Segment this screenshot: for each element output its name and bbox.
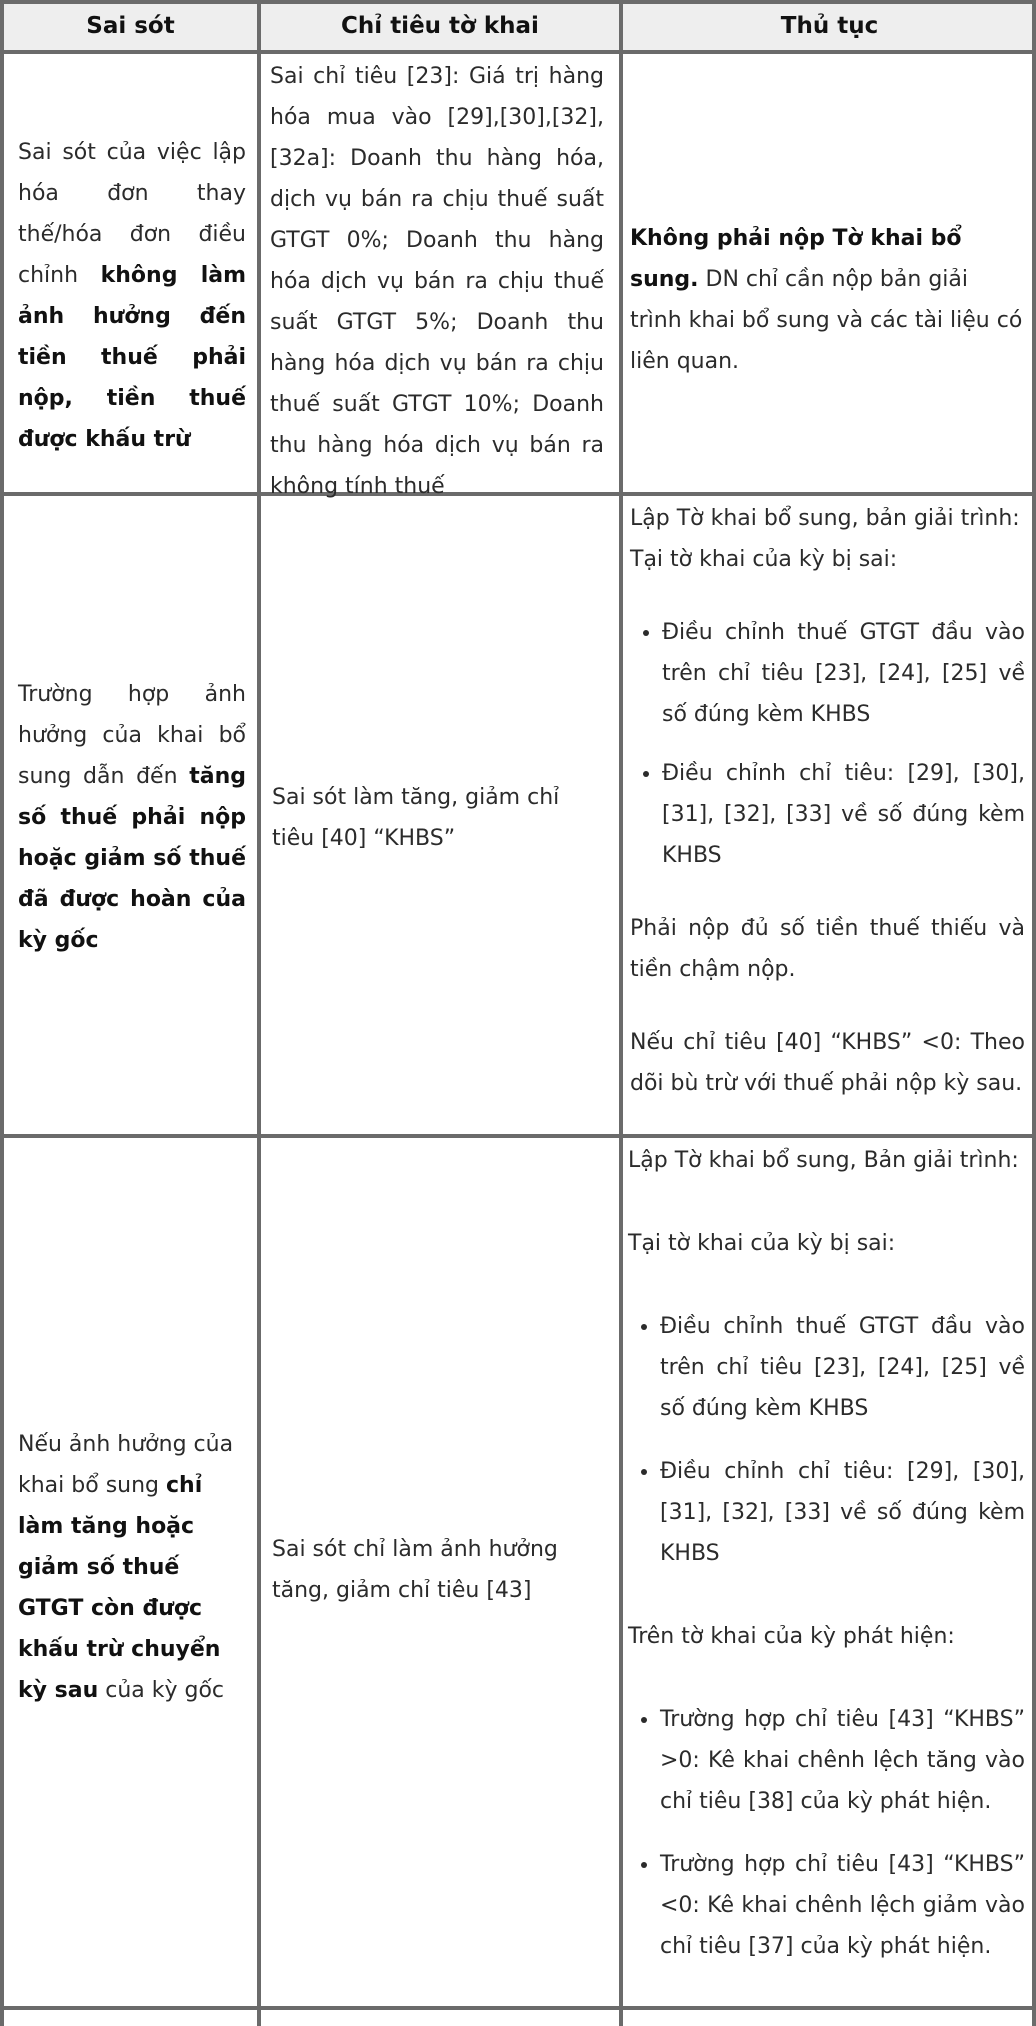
grid-hline bbox=[0, 0, 1036, 4]
row3-bullet-list-b bbox=[628, 1699, 1025, 1967]
list-item: • Điều chỉnh thuế GTGT đầu vào trên chỉ tiêu [23], [24], [25] về số đúng kèm KHBS bbox=[660, 1306, 1025, 1429]
row1-indicator-cell bbox=[270, 56, 604, 507]
row1-error-bold: không làm ảnh hưởng đến tiền thuế phải nộp, tiền thuế được khấu trừ bbox=[18, 263, 246, 452]
row3-proc-intro: Tại tờ khai của kỳ bị sai: bbox=[628, 1231, 896, 1256]
header-procedure bbox=[623, 0, 1036, 52]
row3-error-text: của kỳ gốc bbox=[98, 1678, 225, 1703]
grid-hline bbox=[0, 50, 1036, 54]
row1-error-cell bbox=[18, 132, 246, 460]
grid-vline bbox=[1032, 0, 1036, 2026]
row3-error-bold: chỉ làm tăng hoặc giảm số thuế GTGT còn được khấu trừ chuyển kỳ sau bbox=[18, 1473, 221, 1703]
header-error-label: Sai sót bbox=[86, 13, 175, 39]
row3-indicator-cell bbox=[272, 1529, 608, 1611]
row3-error-cell bbox=[18, 1424, 246, 1711]
row2-error-cell bbox=[18, 674, 246, 961]
list-item: • Điều chỉnh chỉ tiêu: [29], [30], [31], [32], [33] về số đúng kèm KHBS bbox=[660, 1451, 1025, 1574]
list-item: • Điều chỉnh thuế GTGT đầu vào trên chỉ tiêu [23], [24], [25] về số đúng kèm KHBS bbox=[662, 612, 1025, 735]
grid-vline bbox=[0, 0, 4, 2026]
row1-error-text: Sai sót của việc lập hóa đơn thay thế/hóa đơn điều chỉnh bbox=[18, 140, 246, 288]
row2-procedure-cell bbox=[630, 498, 1025, 1104]
grid-hline bbox=[0, 1134, 1036, 1138]
grid-vline bbox=[257, 0, 261, 2026]
header-error bbox=[4, 0, 257, 52]
grid-hline bbox=[0, 2006, 1036, 2010]
header-procedure-label: Thủ tục bbox=[780, 13, 879, 39]
row3-proc-intro: Lập Tờ khai bổ sung, Bản giải trình: bbox=[628, 1148, 1019, 1173]
row2-proc-paragraph: Phải nộp đủ số tiền thuế thiếu và tiền chậm nộp. bbox=[630, 916, 1025, 982]
row1-procedure-cell bbox=[630, 218, 1025, 382]
row2-indicator-text: Sai sót làm tăng, giảm chỉ tiêu [40] “KHBS” bbox=[272, 785, 560, 851]
header-indicator-label: Chỉ tiêu tờ khai bbox=[341, 13, 539, 39]
row3-error-text: Nếu ảnh hưởng của khai bổ sung bbox=[18, 1432, 234, 1498]
row3-proc-intro: Trên tờ khai của kỳ phát hiện: bbox=[628, 1624, 955, 1649]
row1-procedure-text: DN chỉ cần nộp bản giải trình khai bổ sung và các tài liệu có liên quan. bbox=[630, 267, 1023, 374]
row1-procedure-bold: Không phải nộp Tờ khai bổ sung. bbox=[630, 226, 962, 292]
list-item: • Trường hợp chỉ tiêu [43] “KHBS” >0: Kê khai chênh lệch tăng vào chỉ tiêu [38] của kỳ phát hiện. bbox=[660, 1699, 1025, 1822]
row1-indicator-text: Sai chỉ tiêu [23]: Giá trị hàng hóa mua vào [29],[30],[32],[32a]: Doanh thu hàng hóa, dịch vụ bán ra chịu thuế suất GTGT 0%; Doanh thu hàng hóa dịch vụ bán ra chịu thuế suất GTGT 5%; Doanh thu hàng hóa dịch vụ bán ra chịu thuế suất GTGT 10%; Doanh thu hàng hóa dịch vụ bán ra không tính thuế bbox=[270, 64, 604, 499]
row2-proc-intro: Tại tờ khai của kỳ bị sai: bbox=[630, 547, 898, 572]
grid-vline bbox=[619, 0, 623, 2026]
row2-indicator-cell bbox=[272, 777, 608, 859]
row3-procedure-cell bbox=[628, 1140, 1025, 1967]
row2-proc-intro: Lập Tờ khai bổ sung, bản giải trình: bbox=[630, 506, 1020, 531]
row3-bullet-list-a bbox=[628, 1306, 1025, 1574]
row2-proc-paragraph: Nếu chỉ tiêu [40] “KHBS” <0: Theo dõi bù trừ với thuế phải nộp kỳ sau. bbox=[630, 1030, 1025, 1096]
list-item: • Trường hợp chỉ tiêu [43] “KHBS” <0: Kê khai chênh lệch giảm vào chỉ tiêu [37] của kỳ phát hiện. bbox=[660, 1844, 1025, 1967]
row2-bullet-list bbox=[630, 612, 1025, 876]
row3-indicator-text: Sai sót chỉ làm ảnh hưởng tăng, giảm chỉ tiêu [43] bbox=[272, 1537, 558, 1603]
row2-error-text: Trường hợp ảnh hưởng của khai bổ sung dẫn đến bbox=[18, 682, 246, 789]
row2-error-bold: tăng số thuế phải nộp hoặc giảm số thuế đã được hoàn của kỳ gốc bbox=[18, 764, 246, 953]
header-indicator bbox=[261, 0, 619, 52]
list-item: • Điều chỉnh chỉ tiêu: [29], [30], [31], [32], [33] về số đúng kèm KHBS bbox=[662, 753, 1025, 876]
